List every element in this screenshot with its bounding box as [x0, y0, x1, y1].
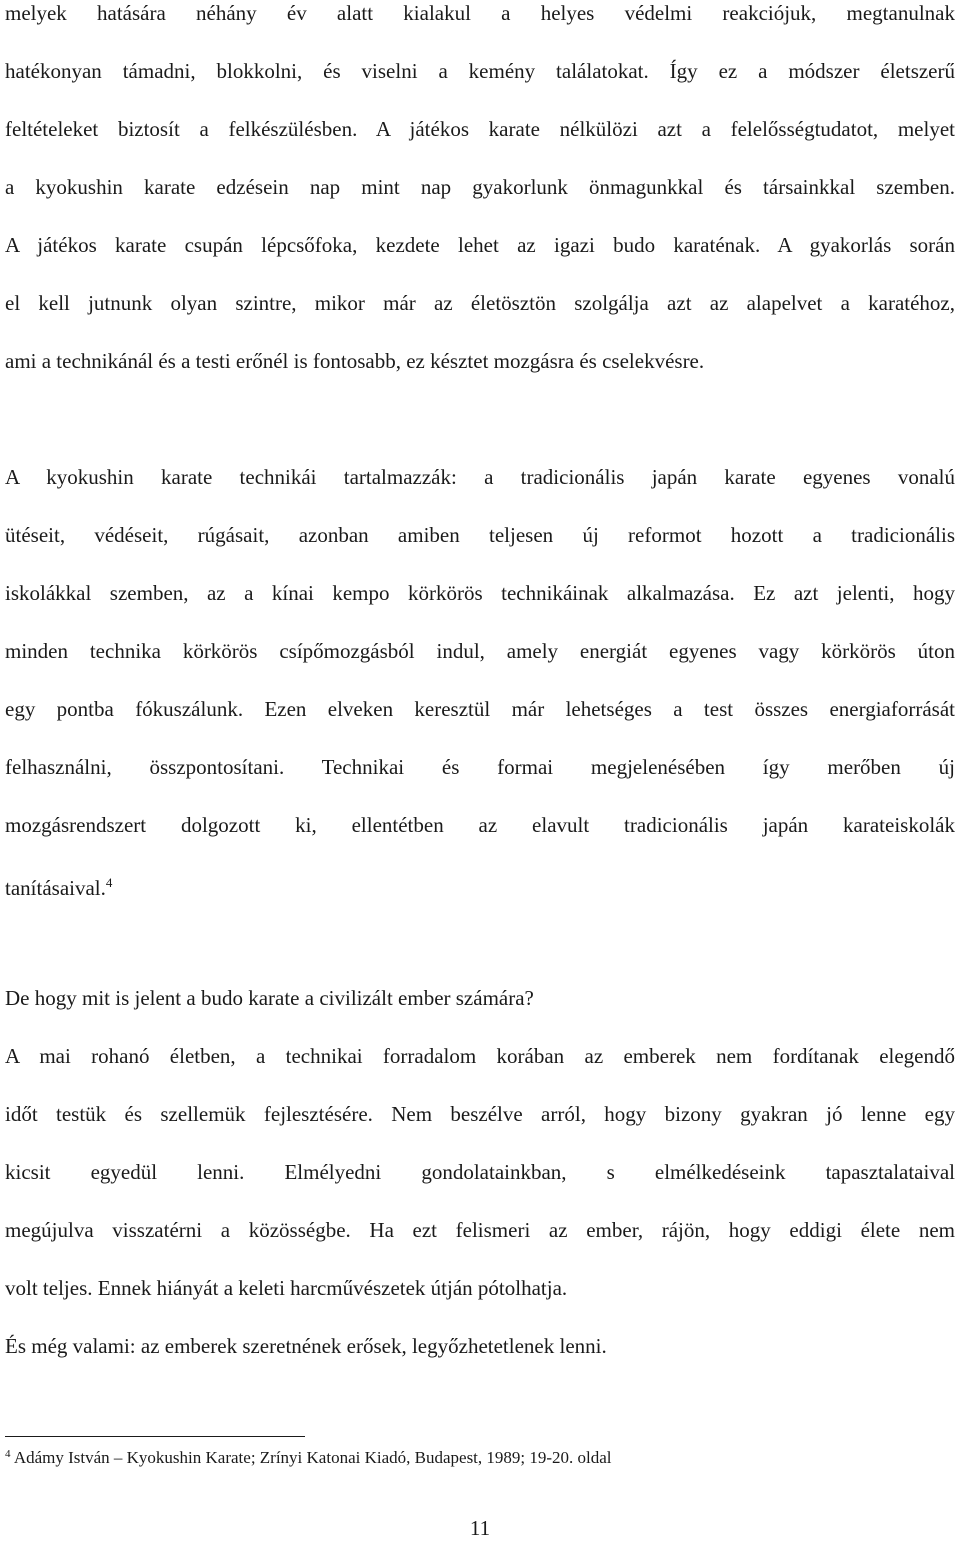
- body-text-line: időt testük és szellemük fejlesztésére. Nem beszélve arról, hogy bizony gyakran jó lenne egy: [5, 1102, 955, 1126]
- body-text-line: [5, 870, 955, 901]
- body-text-line: felhasználni, összpontosítani. Technikai és formai megjelenésében így merőben új: [5, 755, 955, 779]
- footnote: [5, 1443, 612, 1469]
- body-text-line: mozgásrendszert dolgozott ki, ellentétben az elavult tradicionális japán karateiskolák: [5, 813, 955, 837]
- body-text-line: minden technika körkörös csípőmozgásból indul, amely energiát egyenes vagy körkörös úton: [5, 639, 955, 663]
- body-text-line: A játékos karate csupán lépcsőfoka, kezdete lehet az igazi budo karaténak. A gyakorlás során: [5, 233, 955, 257]
- footnote-text: Adámy István – Kyokushin Karate; Zrínyi Katonai Kiadó, Budapest, 1989; 19-20. oldal: [13, 1448, 612, 1467]
- body-text-line: egy pontba fókuszálunk. Ezen elveken keresztül már lehetséges a test összes energiaforrását: [5, 697, 955, 721]
- body-text-line: De hogy mit is jelent a budo karate a civilizált ember számára?: [5, 986, 534, 1010]
- body-text-line: megújulva visszatérni a közösségbe. Ha ezt felismeri az ember, rájön, hogy eddigi élete nem: [5, 1218, 955, 1242]
- body-text-line: el kell jutnunk olyan szintre, mikor már az életösztön szolgálja azt az alapelvet a karatéhoz,: [5, 291, 955, 315]
- body-text-line: A mai rohanó életben, a technikai forradalom korában az emberek nem fordítanak elegendő: [5, 1044, 955, 1068]
- body-text-line: iskolákkal szemben, az a kínai kempo körkörös technikáinak alkalmazása. Ez azt jelenti, hogy: [5, 581, 955, 605]
- body-text-fragment: tanításaival.: [5, 876, 106, 900]
- body-text-line: feltételeket biztosít a felkészülésben. A játékos karate nélkülözi azt a felelősségtudatot, melyet: [5, 117, 955, 141]
- footnote-number: 4: [5, 1448, 11, 1460]
- body-text-line: És még valami: az emberek szeretnének erősek, legyőzhetetlenek lenni.: [5, 1334, 607, 1358]
- body-text-line: A kyokushin karate technikái tartalmazzák: a tradicionális japán karate egyenes vonalú: [5, 465, 955, 489]
- body-text-line: hatékonyan támadni, blokkolni, és viselni a kemény találatokat. Így ez a módszer életszerű: [5, 59, 955, 83]
- body-text-line: ütéseit, védéseit, rúgásait, azonban amiben teljesen új reformot hozott a tradicionális: [5, 523, 955, 547]
- body-text-line: melyek hatására néhány év alatt kialakul a helyes védelmi reakciójuk, megtanulnak: [5, 1, 955, 25]
- body-text-line: a kyokushin karate edzésein nap mint nap gyakorlunk önmagunkkal és társainkkal szemben.: [5, 175, 955, 199]
- body-text-line: ami a technikánál és a testi erőnél is fontosabb, ez késztet mozgásra és cselekvésre.: [5, 349, 705, 373]
- body-text-line: volt teljes. Ennek hiányát a keleti harcművészetek útján pótolhatja.: [5, 1276, 568, 1300]
- body-text-line: kicsit egyedül lenni. Elmélyedni gondolatainkban, s elmélkedéseink tapasztalataival: [5, 1160, 955, 1184]
- footnote-reference: 4: [105, 875, 113, 890]
- footnote-separator: [5, 1436, 305, 1437]
- page-number: 11: [469, 1516, 491, 1540]
